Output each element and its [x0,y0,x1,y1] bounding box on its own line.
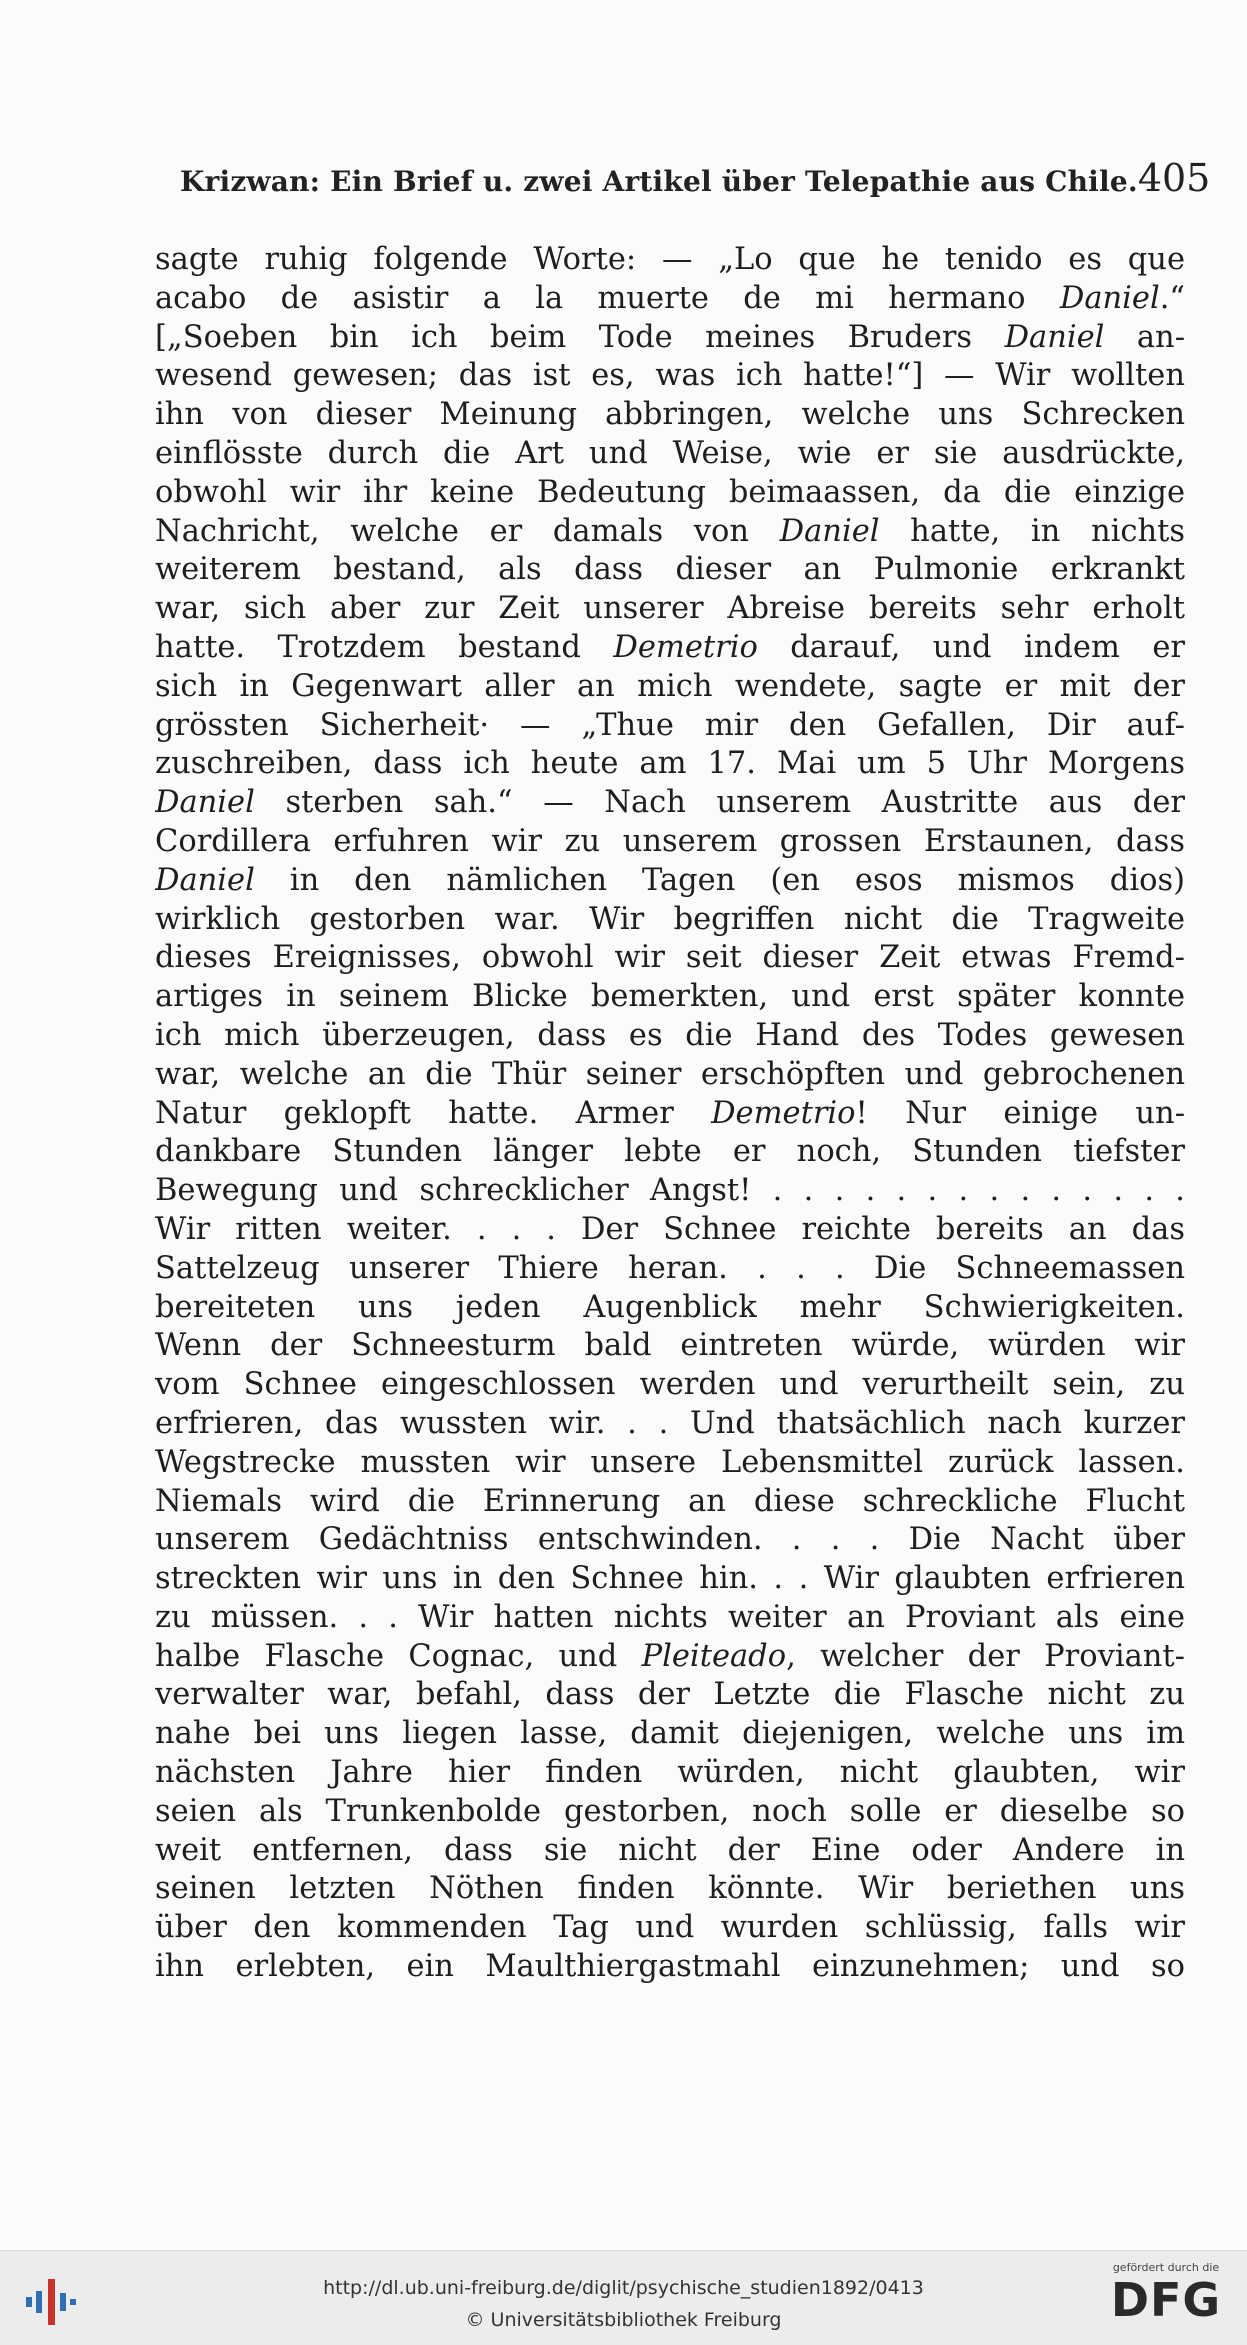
text-line: halbe Flasche Cognac, und Pleiteado, welcher der Proviant- [155,1638,1185,1674]
text-line: dieses Ereignisses, obwohl wir seit dieser Zeit etwas Fremd- [155,940,1185,976]
text-line: bereiteten uns jeden Augenblick mehr Schwierigkeiten. [155,1289,1185,1325]
text-line: Wenn der Schneesturm bald eintreten würde, würden wir [155,1328,1185,1364]
dfg-badge [1098,2261,1234,2341]
text-line: wirklich gestorben war. Wir begriffen nicht die Tragweite [155,901,1185,937]
footer-copyright: © Universitätsbibliothek Freiburg [465,2309,782,2331]
text-line: [„Soeben bin ich beim Tode meines Bruders Daniel an- [155,319,1185,355]
text-line: wesend gewesen; das ist es, was ich hatte!“] — Wir wollten [155,358,1185,394]
page-number: 405 [1137,156,1211,200]
text-line: obwohl wir ihr keine Bedeutung beimaassen, da die einzige [155,474,1185,510]
page-header [180,156,1211,208]
text-line: einflösste durch die Art und Weise, wie er sie ausdrückte, [155,435,1185,471]
text-line: nahe bei uns liegen lasse, damit diejenigen, welche uns im [155,1716,1185,1752]
text-line: Wegstrecke mussten wir unsere Lebensmittel zurück lassen. [155,1444,1185,1480]
text-line: über den kommenden Tag und wurden schlüssig, falls wir [155,1910,1185,1946]
text-line: zu müssen. . . Wir hatten nichts weiter an Proviant als eine [155,1599,1185,1635]
text-line: seinen letzten Nöthen finden könnte. Wir beriethen uns [155,1871,1185,1907]
text-line: Sattelzeug unserer Thiere heran. . . . Die Schneemassen [155,1250,1185,1286]
text-line: weit entfernen, dass sie nicht der Eine oder Andere in [155,1832,1185,1868]
footer-bar [0,2250,1247,2345]
text-line: war, welche an die Thür seiner erschöpften und gebrochenen [155,1056,1185,1092]
text-line: Natur geklopft hatte. Armer Demetrio! Nur einige un- [155,1095,1185,1131]
dfg-caption: gefördert durch die [1112,2261,1220,2274]
text-line: seien als Trunkenbolde gestorben, noch solle er dieselbe so [155,1793,1185,1829]
text-line: zuschreiben, dass ich heute am 17. Mai um 5 Uhr Morgens [155,746,1185,782]
text-line: war, sich aber zur Zeit unserer Abreise bereits sehr erholt [155,591,1185,627]
body-text [155,241,1185,1987]
text-line: acabo de asistir a la muerte de mi hermano Daniel.“ [155,280,1185,316]
text-line: dankbare Stunden länger lebte er noch, Stunden tiefster [155,1134,1185,1170]
text-line: verwalter war, befahl, dass der Letzte die Flasche nicht zu [155,1677,1185,1713]
text-line: weiterem bestand, als dass dieser an Pulmonie erkrankt [155,552,1185,588]
text-line: streckten wir uns in den Schnee hin. . . Wir glaubten erfrieren [155,1561,1185,1597]
text-line: artiges in seinem Blicke bemerkten, und erst später konnte [155,979,1185,1015]
text-line: erfrieren, das wussten wir. . . Und thatsächlich nach kurzer [155,1405,1185,1441]
text-line: sagte ruhig folgende Worte: — „Lo que he tenido es que [155,242,1185,277]
footer-url[interactable]: http://dl.ub.uni-freiburg.de/diglit/psychische_studien1892/0413 [323,2277,924,2299]
text-line: nächsten Jahre hier finden würden, nicht glaubten, wir [155,1755,1185,1791]
text-line: Wir ritten weiter. . . . Der Schnee reichte bereits an das [155,1211,1185,1247]
text-line: grössten Sicherheit· — „Thue mir den Gefallen, Dir auf- [155,707,1185,743]
text-line: hatte. Trotzdem bestand Demetrio darauf, und indem er [155,629,1185,665]
running-head: Krizwan: Ein Brief u. zwei Artikel über Telepathie aus Chile. [180,165,1138,198]
text-line: unserem Gedächtniss entschwinden. . . . Die Nacht über [155,1522,1185,1558]
dfg-logo: DFG [1110,2273,1222,2327]
text-line: Nachricht, welche er damals von Daniel hatte, in nichts [155,513,1185,549]
text-line: ich mich überzeugen, dass es die Hand des Todes gewesen [155,1017,1185,1053]
text-line: ihn von dieser Meinung abbringen, welche uns Schrecken [155,397,1185,433]
text-line: vom Schnee eingeschlossen werden und verurtheilt sein, zu [155,1367,1185,1403]
text-line: sich in Gegenwart aller an mich wendete, sagte er mit der [155,668,1185,704]
text-line: Cordillera erfuhren wir zu unserem grossen Erstaunen, dass [155,823,1185,859]
text-line: Niemals wird die Erinnerung an diese schreckliche Flucht [155,1483,1185,1519]
text-line: Daniel in den nämlichen Tagen (en esos mismos dios) [155,862,1185,898]
text-line: Daniel sterben sah.“ — Nach unserem Austritte aus der [155,785,1185,821]
text-line: Bewegung und schrecklicher Angst! . . . . . . . . . . . . . . [155,1173,1185,1209]
text-line: ihn erlebten, ein Maulthiergastmahl einzunehmen; und so [155,1949,1185,1985]
